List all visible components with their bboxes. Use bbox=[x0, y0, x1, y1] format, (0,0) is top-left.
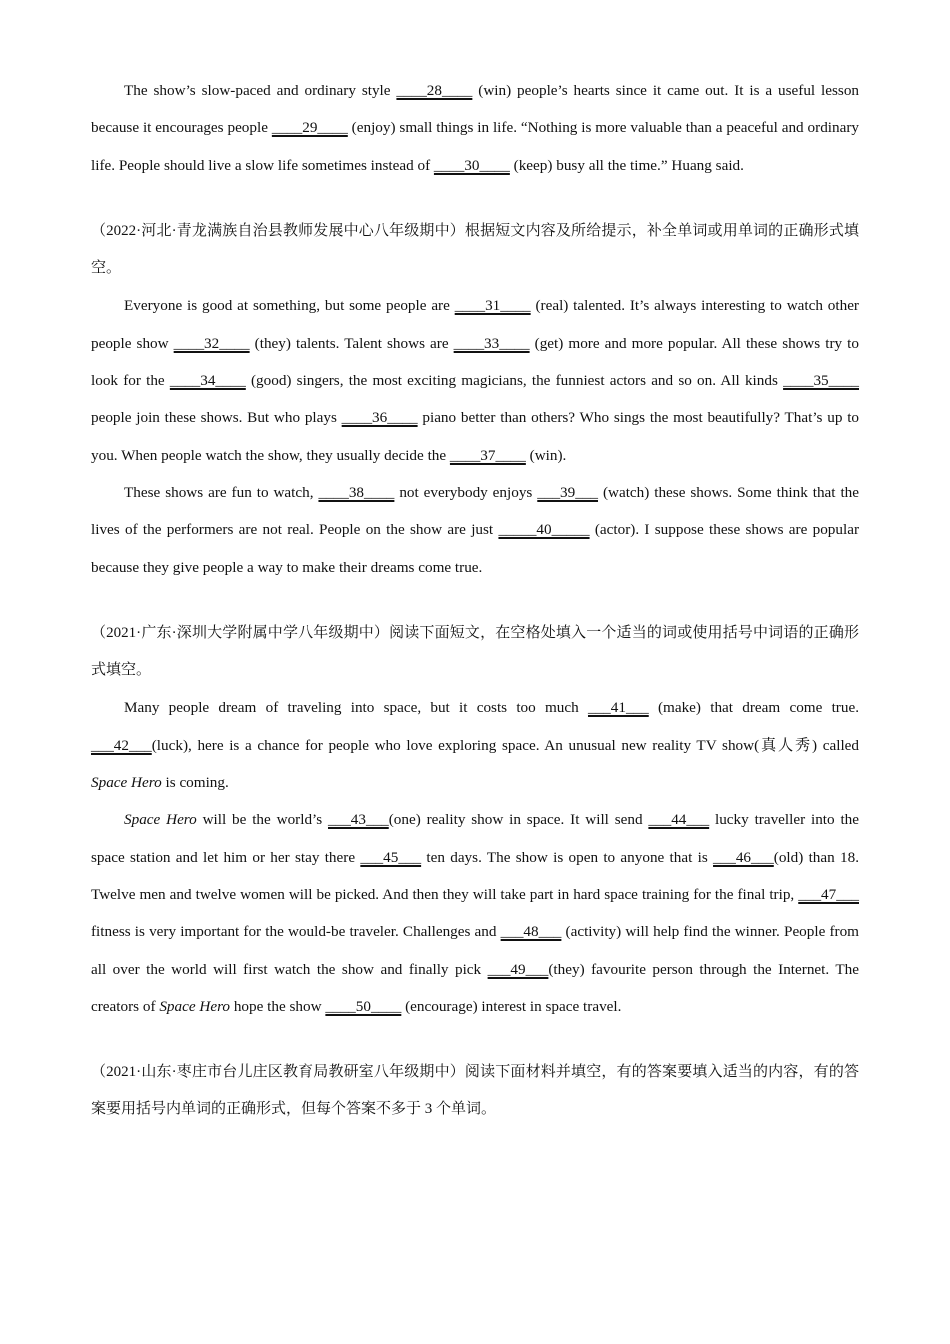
text-run: (old) than 18. Twelve men and twelve women will be picked. And then they will take part in hard space training for the final trip, bbox=[91, 848, 859, 903]
answer-blank[interactable]: ___48___ bbox=[500, 923, 562, 941]
text-run: hope the show bbox=[230, 997, 326, 1015]
text-run: is coming. bbox=[161, 774, 229, 792]
text-run: The show’s slow-paced and ordinary style bbox=[124, 82, 397, 99]
text-run: (win) people’s hearts since it came out. It is a useful lesson because it encourages people bbox=[91, 82, 860, 137]
answer-blank[interactable]: ___42___ bbox=[91, 736, 152, 754]
answer-blank[interactable]: ___39___ bbox=[537, 483, 599, 501]
italic-title: Space Hero bbox=[124, 811, 197, 829]
text-run: (real) talented. It’s always interesting to watch other people show bbox=[91, 297, 859, 352]
exercise-heading: （2021·广东·深圳大学附属中学八年级期中）阅读下面短文，在空格处填入一个适当的词或使用括号中词语的正确形式填空。 bbox=[91, 624, 859, 679]
text-run: piano better than others? Who sings the most beautifully? That’s up to you. When people watch the show, they usually decide the bbox=[91, 409, 860, 464]
paragraph bbox=[91, 474, 859, 586]
text-run: (enjoy) small things in life. “Nothing is more valuable than a peaceful and ordinary life. People should live a slow life sometimes instead of bbox=[91, 119, 859, 174]
text-run: Everyone is good at something, but some people are bbox=[124, 297, 455, 315]
text-run: will be the world’s bbox=[196, 811, 328, 829]
answer-blank[interactable]: ____32____ bbox=[173, 334, 250, 352]
answer-blank[interactable]: ___45___ bbox=[360, 848, 422, 866]
answer-blank[interactable]: ___47___ bbox=[798, 885, 859, 903]
italic-title: Space Hero bbox=[159, 997, 231, 1015]
answer-blank[interactable]: ____35____ bbox=[783, 372, 860, 390]
paragraph bbox=[91, 287, 859, 473]
answer-blank[interactable]: ____36____ bbox=[341, 409, 418, 427]
answer-blank[interactable]: ____28____ bbox=[396, 82, 473, 99]
text-run: (watch) these shows. Some think that the lives of the performers are not real. People on the show are just bbox=[91, 483, 859, 539]
paragraph bbox=[91, 689, 859, 801]
text-run: (win). bbox=[525, 446, 567, 464]
text-run: (good) singers, the most exciting magicians, the funniest actors and so on. All kinds bbox=[245, 372, 784, 390]
text-run: not everybody enjoys bbox=[394, 483, 538, 501]
text-run: (one) reality show in space. It will send bbox=[388, 811, 649, 829]
answer-blank[interactable]: ____34____ bbox=[169, 372, 246, 390]
text-run: (they) favourite person through the Internet. The creators of bbox=[91, 960, 859, 1015]
answer-blank[interactable]: _____40_____ bbox=[498, 521, 590, 539]
answer-blank[interactable]: ___44___ bbox=[648, 811, 710, 829]
answer-blank[interactable]: ____37____ bbox=[449, 446, 526, 464]
answer-blank[interactable]: ___43___ bbox=[328, 811, 389, 829]
answer-blank[interactable]: ___41___ bbox=[587, 699, 649, 717]
text-run: (they) talents. Talent shows are bbox=[249, 334, 454, 352]
text-run: (keep) busy all the time.” Huang said. bbox=[509, 156, 744, 174]
italic-title: Space Hero bbox=[91, 774, 162, 792]
answer-blank[interactable]: ___49___ bbox=[487, 960, 549, 978]
text-run: These shows are fun to watch, bbox=[124, 483, 319, 501]
exercise-heading: （2022·河北·青龙满族自治县教师发展中心八年级期中）根据短文内容及所给提示，补全单词或用单词的正确形式填空。 bbox=[91, 222, 859, 277]
answer-blank[interactable]: ___46___ bbox=[713, 848, 774, 866]
text-run: (make) that dream come true. bbox=[648, 699, 859, 717]
answer-blank[interactable]: ____50____ bbox=[325, 997, 402, 1015]
text-run: (luck), here is a chance for people who love exploring space. An unusual new reality TV show(真人秀) called bbox=[151, 736, 859, 754]
exercise-heading: （2021·山东·枣庄市台儿庄区教育局教研室八年级期中）阅读下面材料并填空，有的答案要填入适当的内容，有的答案要用括号内单词的正确形式，但每个答案不多于 3 个单词。 bbox=[91, 1064, 859, 1118]
text-run: (encourage) interest in space travel. bbox=[401, 997, 622, 1015]
paragraph bbox=[91, 72, 859, 184]
answer-blank[interactable]: ____31____ bbox=[454, 297, 531, 315]
text-run: lucky traveller into the space station and let him or her stay there bbox=[91, 811, 860, 866]
text-run: (activity) will help find the winner. People from all over the world will first watch the show and finally pick bbox=[91, 923, 859, 978]
answer-blank[interactable]: ____33____ bbox=[453, 334, 530, 352]
text-run: Many people dream of traveling into space, but it costs too much bbox=[124, 699, 588, 717]
text-run: people join these shows. But who plays bbox=[91, 409, 342, 427]
text-run: fitness is very important for the would-be traveler. Challenges and bbox=[91, 923, 501, 941]
paragraph bbox=[91, 801, 859, 1025]
answer-blank[interactable]: ____30____ bbox=[433, 156, 510, 174]
answer-blank[interactable]: ____29____ bbox=[271, 119, 348, 137]
text-run: (actor). I suppose these shows are popular because they give people a way to make their dreams come true. bbox=[91, 521, 859, 576]
answer-blank[interactable]: ____38____ bbox=[318, 483, 395, 501]
text-run: (get) more and more popular. All these shows try to look for the bbox=[91, 334, 859, 390]
text-run: ten days. The show is open to anyone that is bbox=[421, 848, 714, 866]
